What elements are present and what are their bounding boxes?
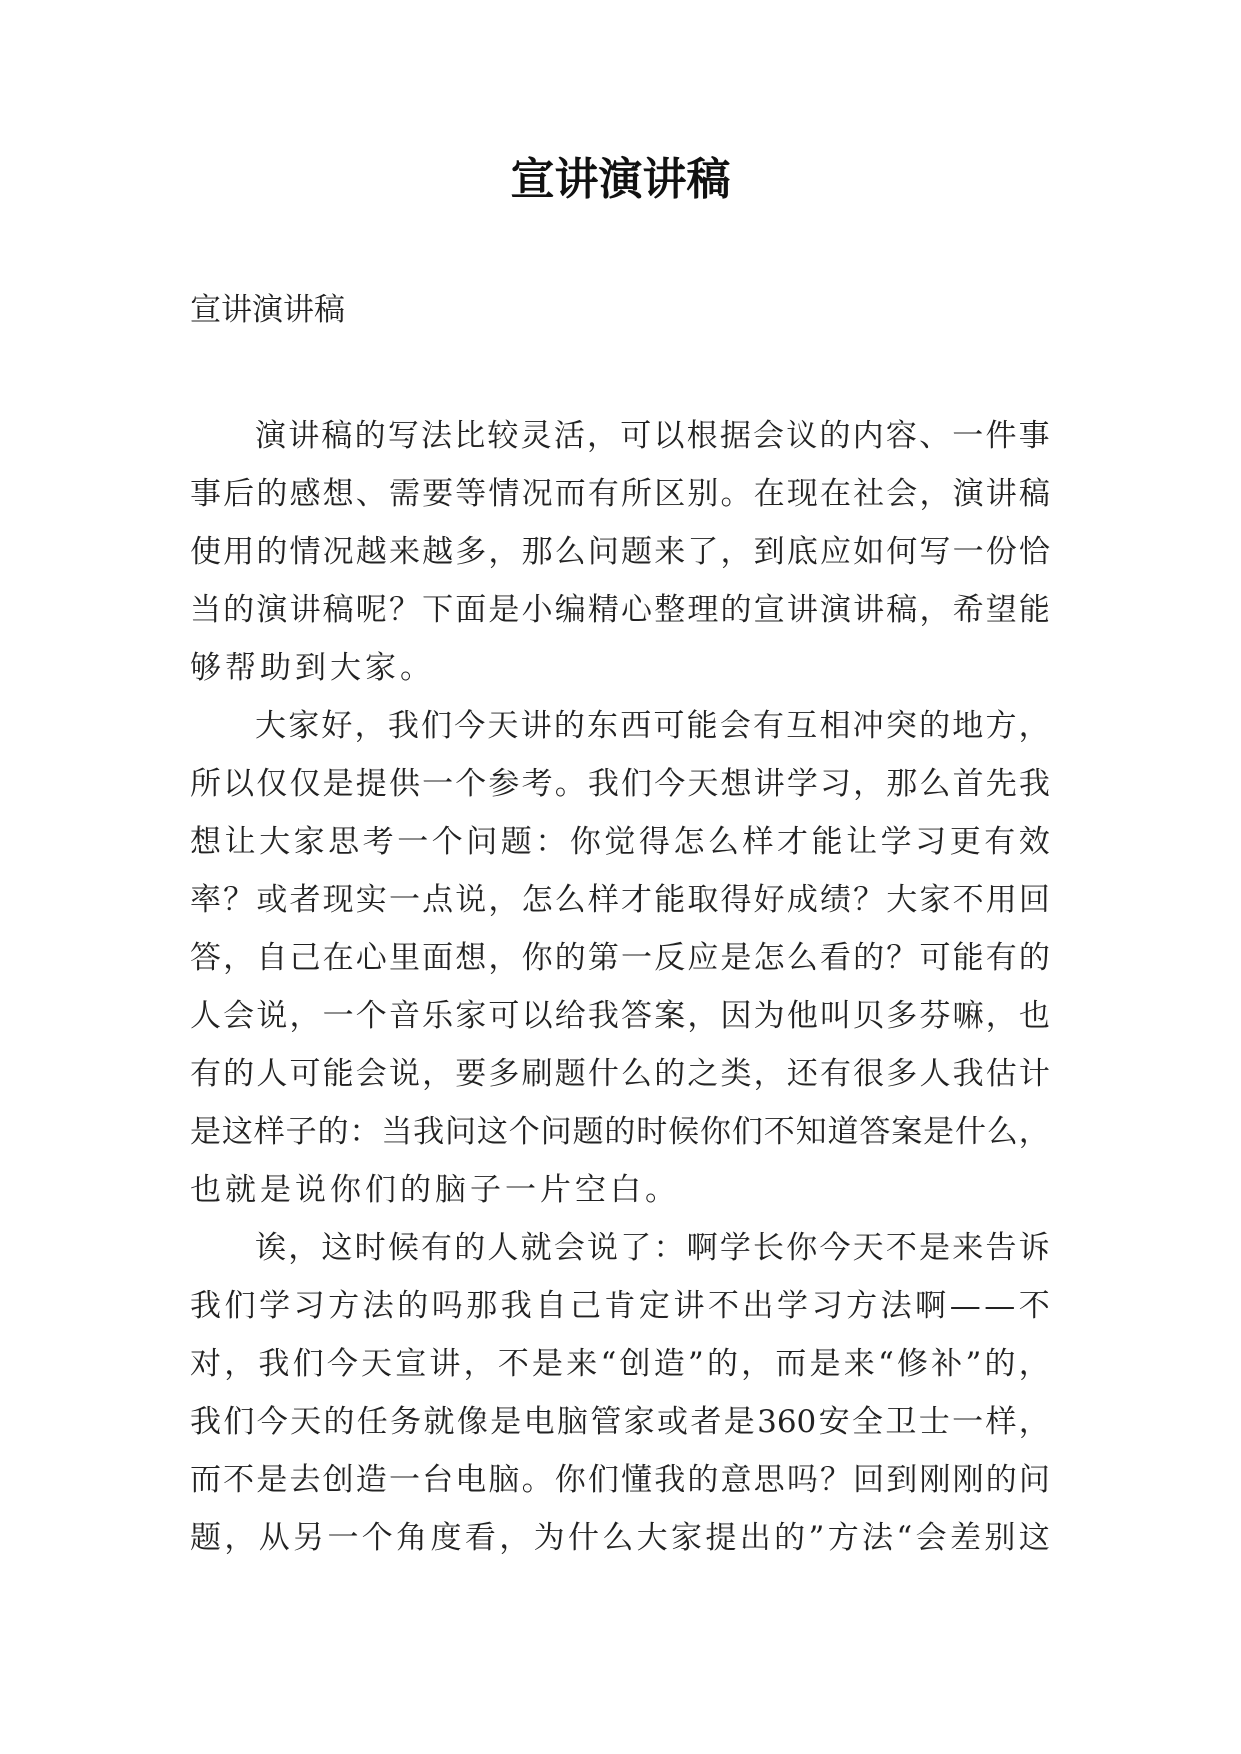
text-line: 我 们 学 习 方 法 的 吗 那 我 自 己 肯 定 讲 不 出 学 习 方 法 啊 — — 不 [190,1288,1050,1324]
text-line: 答 ， 自 己 在 心 里 面 想 ， 你 的 第 一 反 应 是 怎 么 看 的 ？ 可 能 有 的 [190,940,1050,976]
text-line: 我 们 今 天 的 任 务 就 像 是 电 脑 管 家 或 者 是 360 安 全 卫 士 一 样 ， [190,1404,1050,1440]
text-line: 够帮助到大家。 [190,650,435,686]
text-line: 率 ？ 或 者 现 实 一 点 说 ， 怎 么 样 才 能 取 得 好 成 绩 ？ 大 家 不 用 回 [190,882,1050,918]
text-line: 想 让 大 家 思 考 一 个 问 题 ： 你 觉 得 怎 么 样 才 能 让 学 习 更 有 效 [190,824,1050,860]
text-line: 所 以 仅 仅 是 提 供 一 个 参 考 。 我 们 今 天 想 讲 学 习 ， 那 么 首 先 我 [190,766,1050,802]
text-line: 演 讲 稿 的 写 法 比 较 灵 活 ， 可 以 根 据 会 议 的 内 容 、 一 件 事 [255,418,1050,454]
text-line: 题 ， 从 另 一 个 角 度 看 ， 为 什 么 大 家 提 出 的 ” 方 法 “ 会 差 别 这 [190,1520,1050,1556]
text-line: 事 后 的 感 想 、 需 要 等 情 况 而 有 所 区 别 。 在 现 在 社 会 ， 演 讲 稿 [190,476,1050,512]
document-body [190,407,1050,1567]
document-title: 宣讲演讲稿 [510,154,731,205]
text-line: 是 这 样 子 的 ： 当 我 问 这 个 问 题 的 时 候 你 们 不 知 道 答 案 是 什 么 ， [190,1114,1050,1150]
text-line: 也就是说你们的脑子一片空白。 [190,1172,680,1208]
text-line: 使 用 的 情 况 越 来 越 多 ， 那 么 问 题 来 了 ， 到 底 应 如 何 写 一 份 恰 [190,534,1050,570]
document-subtitle: 宣讲演讲稿 [190,292,345,328]
text-line: 人 会 说 ， 一 个 音 乐 家 可 以 给 我 答 案 ， 因 为 他 叫 贝 多 芬 嘛 ， 也 [190,998,1050,1034]
text-line: 当 的 演 讲 稿 呢 ？ 下 面 是 小 编 精 心 整 理 的 宣 讲 演 讲 稿 ， 希 望 能 [190,592,1050,628]
text-line: 对 ， 我 们 今 天 宣 讲 ， 不 是 来 “ 创 造 ” 的 ， 而 是 来 “ 修 补 ” 的 ， [190,1346,1050,1382]
text-line: 有 的 人 可 能 会 说 ， 要 多 刷 题 什 么 的 之 类 ， 还 有 很 多 人 我 估 计 [190,1056,1050,1092]
text-line: 大 家 好 ， 我 们 今 天 讲 的 东 西 可 能 会 有 互 相 冲 突 的 地 方 ， [255,708,1050,744]
text-line: 诶 ， 这 时 候 有 的 人 就 会 说 了 ： 啊 学 长 你 今 天 不 是 来 告 诉 [255,1230,1050,1266]
text-line: 而 不 是 去 创 造 一 台 电 脑 。 你 们 懂 我 的 意 思 吗 ？ 回 到 刚 刚 的 问 [190,1462,1050,1498]
